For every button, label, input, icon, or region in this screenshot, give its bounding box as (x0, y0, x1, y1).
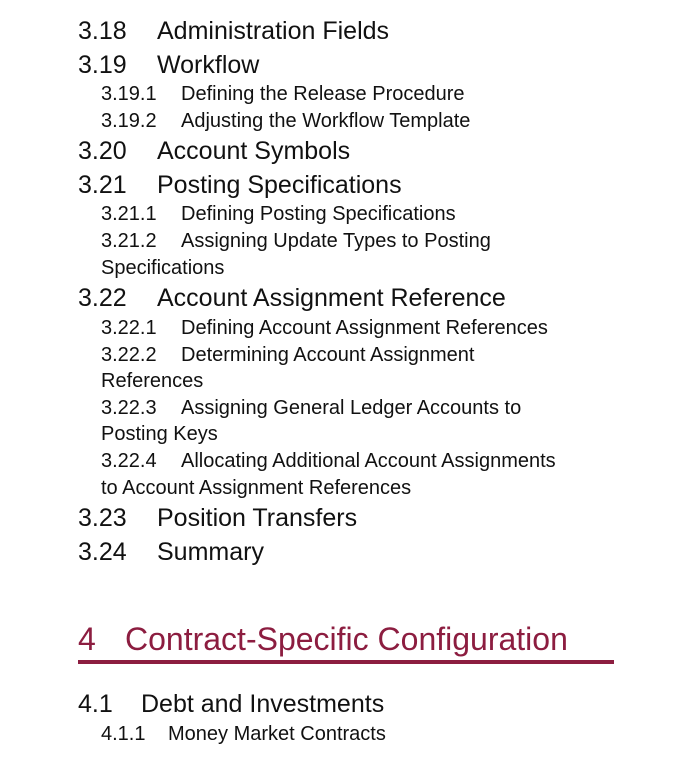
toc-entry-3-22-1[interactable] (101, 316, 548, 340)
toc-entry-3-21[interactable] (78, 170, 402, 200)
subsection-title: Defining Account Assignment References (181, 317, 548, 339)
subsection-number: 3.19.2 (101, 110, 157, 132)
toc-entry-3-22-2[interactable] (101, 343, 475, 367)
subsection-title-continuation: Specifications (101, 257, 225, 279)
toc-entry-3-21-2[interactable] (101, 229, 491, 253)
subsection-title: Money Market Contracts (168, 723, 386, 745)
section-title: Debt and Investments (141, 690, 385, 718)
subsection-number: 3.22.4 (101, 450, 157, 472)
toc-entry-3-19-2[interactable] (101, 109, 470, 133)
chapter-number: 4 (78, 621, 96, 657)
subsection-title: Assigning Update Types to Posting (181, 230, 491, 252)
toc-entry-3-22-2-continued[interactable] (101, 369, 203, 393)
toc-entry-3-22-4-continued[interactable] (101, 476, 411, 500)
section-number: 3.24 (78, 538, 127, 566)
subsection-title: Allocating Additional Account Assignments (181, 450, 556, 472)
chapter-title: Contract-Specific Configuration (125, 621, 568, 657)
subsection-number: 3.22.3 (101, 397, 157, 419)
subsection-title: Assigning General Ledger Accounts to (181, 397, 522, 419)
toc-entry-3-19-1[interactable] (101, 82, 465, 106)
toc-entry-3-22-3[interactable] (101, 396, 521, 420)
chapter-underline (78, 660, 614, 664)
section-title: Account Assignment Reference (157, 284, 506, 312)
section-title: Workflow (157, 51, 260, 79)
subsection-number: 3.21.1 (101, 203, 157, 225)
subsection-title-continuation: References (101, 370, 204, 392)
toc-entry-3-20[interactable] (78, 136, 350, 166)
subsection-title: Defining the Release Procedure (181, 83, 465, 105)
toc-entry-3-22[interactable] (78, 283, 506, 313)
toc-entry-3-22-4[interactable] (101, 449, 556, 473)
toc-entry-3-19[interactable] (78, 50, 259, 80)
subsection-title: Defining Posting Specifications (181, 203, 456, 225)
toc-entry-3-24[interactable] (78, 537, 264, 567)
section-number: 4.1 (78, 690, 113, 718)
section-number: 3.20 (78, 137, 127, 165)
section-title: Position Transfers (157, 504, 358, 532)
section-title: Account Symbols (157, 137, 351, 165)
subsection-title: Adjusting the Workflow Template (181, 110, 471, 132)
subsection-number: 3.22.2 (101, 344, 157, 366)
subsection-number: 4.1.1 (101, 723, 146, 745)
subsection-number: 3.21.2 (101, 230, 157, 252)
toc-entry-3-18[interactable] (78, 16, 389, 46)
subsection-title: Determining Account Assignment (181, 344, 475, 366)
section-number: 3.22 (78, 284, 127, 312)
toc-entry-3-22-3-continued[interactable] (101, 422, 218, 446)
subsection-number: 3.22.1 (101, 317, 157, 339)
section-number: 3.21 (78, 171, 127, 199)
subsection-number: 3.19.1 (101, 83, 157, 105)
toc-entry-3-21-1[interactable] (101, 202, 456, 226)
section-title: Summary (157, 538, 264, 566)
section-number: 3.18 (78, 17, 127, 45)
toc-chapter-4[interactable] (78, 620, 568, 658)
subsection-title-continuation: to Account Assignment References (101, 477, 412, 499)
section-title: Administration Fields (157, 17, 390, 45)
toc-entry-3-21-2-continued[interactable] (101, 256, 224, 280)
section-number: 3.23 (78, 504, 127, 532)
toc-entry-4-1-1[interactable] (101, 722, 386, 746)
toc-entry-3-23[interactable] (78, 503, 357, 533)
section-number: 3.19 (78, 51, 127, 79)
toc-entry-4-1[interactable] (78, 689, 384, 719)
section-title: Posting Specifications (157, 171, 402, 199)
subsection-title-continuation: Posting Keys (101, 423, 218, 445)
